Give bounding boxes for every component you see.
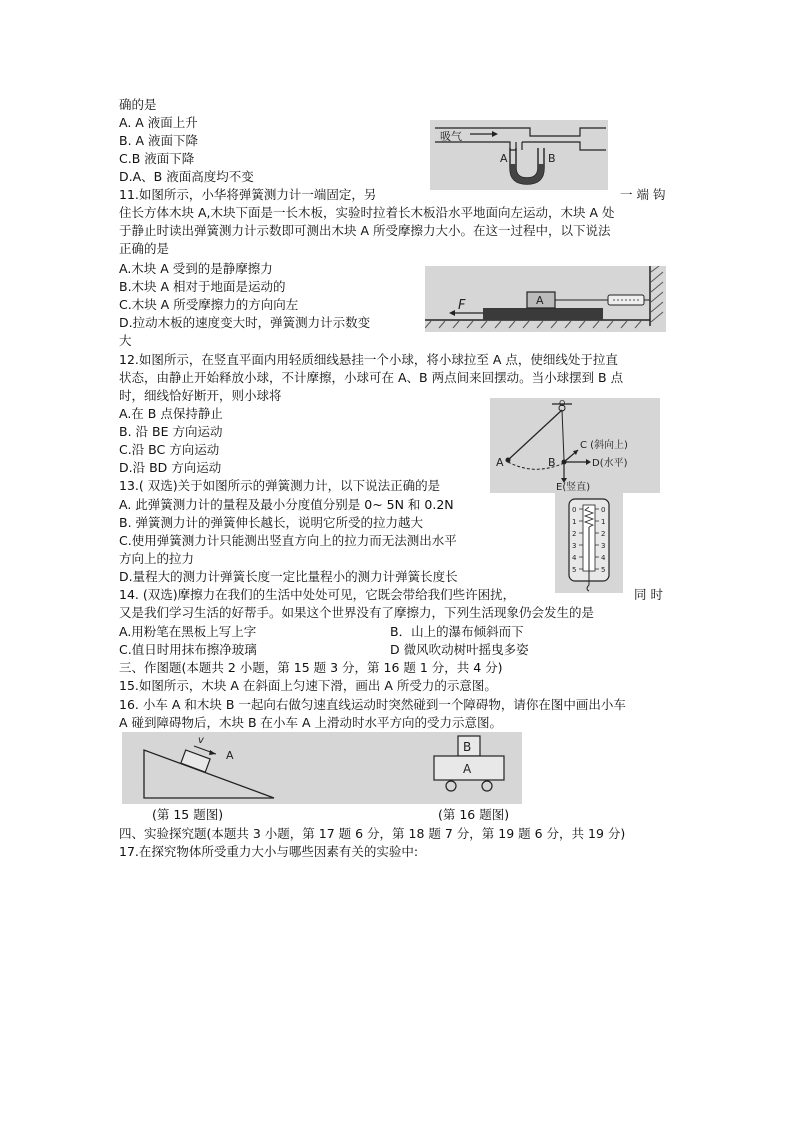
fig-pivot-o-label: O bbox=[559, 399, 566, 408]
fig-dir-d-label: D(水平) bbox=[592, 458, 628, 469]
q16-stem-line1: 16. 小车 A 和木块 B 一起向右做匀速直线运动时突然碰到一个障碍物，请你在图中画出小车 bbox=[119, 697, 626, 712]
scale-tick-4-left: 4 bbox=[572, 554, 577, 562]
q10-stem-tail: 确的是 bbox=[119, 97, 157, 112]
q13-option-b: B. 弹簧测力计的弹簧伸长越长，说明它所受的拉力越大 bbox=[119, 515, 424, 530]
q12-line2: 状态，由静止开始释放小球，不计摩擦，小球可在 A、B 两点间来回摆动。当小球摆到 B 点 bbox=[119, 370, 624, 385]
fig-suck-label: 吸气 bbox=[440, 130, 462, 143]
u-tube-figure bbox=[430, 120, 608, 190]
scale-tick-1-right: 1 bbox=[601, 518, 606, 526]
fig-point-a-label: A bbox=[496, 456, 504, 469]
q11-option-d-line2: 大 bbox=[119, 333, 132, 348]
fig15-velocity-label: v bbox=[198, 735, 204, 746]
scale-tick-1-left: 1 bbox=[572, 518, 577, 526]
q12-option-b: B. 沿 BE 方向运动 bbox=[119, 424, 223, 439]
fig16-block-b-label: B bbox=[463, 740, 472, 754]
scale-tick-5-right: 5 bbox=[601, 566, 606, 574]
q10-option-a: A. A 液面上升 bbox=[119, 115, 198, 130]
q14-option-d: D 微风吹动树叶摇曳多姿 bbox=[390, 642, 529, 657]
q11-line1-right: 一 端 钩 bbox=[620, 187, 666, 202]
q14-line1-right: 同 时 bbox=[634, 587, 663, 602]
q12-line3: 时，细线恰好断开，则小球将 bbox=[119, 388, 282, 403]
q12-option-d: D.沿 BD 方向运动 bbox=[119, 460, 222, 475]
q11-option-d-line1: D.拉动木板的速度变大时，弹簧测力计示数变 bbox=[119, 315, 371, 330]
q12-option-c: C.沿 BC 方向运动 bbox=[119, 442, 220, 457]
fig-tube-b-label: B bbox=[548, 152, 556, 165]
spring-scale-figure bbox=[555, 493, 623, 593]
fig-point-b-label: B bbox=[548, 456, 556, 469]
scale-tick-0-right: 0 bbox=[601, 506, 606, 514]
section-3-title: 三、作图题(本题共 2 小题，第 15 题 3 分，第 16 题 1 分，共 4 分) bbox=[119, 660, 503, 675]
friction-setup-figure bbox=[425, 266, 666, 332]
q10-option-d: D.A、B 液面高度均不变 bbox=[119, 169, 254, 184]
figure-16-caption: (第 16 题图) bbox=[438, 807, 510, 822]
q15-stem: 15.如图所示，木块 A 在斜面上匀速下滑，画出 A 所受力的示意图。 bbox=[119, 678, 497, 693]
q11-line4: 正确的是 bbox=[119, 241, 170, 256]
q16-stem-line2: A 碰到障碍物后，木块 B 在小车 A 上滑动时水平方向的受力示意图。 bbox=[119, 715, 503, 730]
scale-tick-3-right: 3 bbox=[601, 542, 606, 550]
scale-tick-3-left: 3 bbox=[572, 542, 577, 550]
q12-option-a: A.在 B 点保持静止 bbox=[119, 406, 223, 421]
q11-option-c: C.木块 A 所受摩擦力的方向向左 bbox=[119, 297, 299, 312]
q17-stem: 17.在探究物体所受重力大小与哪些因素有关的实验中: bbox=[119, 844, 419, 859]
fig-force-f-label: F bbox=[458, 298, 466, 313]
scale-tick-2-right: 2 bbox=[601, 530, 606, 538]
q14-option-a: A.用粉笔在黑板上写上字 bbox=[119, 624, 257, 639]
pendulum-figure bbox=[490, 398, 660, 493]
q13-option-c-line2: 方向上的拉力 bbox=[119, 551, 195, 566]
scale-tick-5-left: 5 bbox=[572, 566, 577, 574]
scale-tick-2-left: 2 bbox=[572, 530, 577, 538]
q14-line1: 14. (双选)摩擦力在我们的生活中处处可见，它既会带给我们些许困扰， bbox=[119, 587, 516, 602]
scale-tick-4-right: 4 bbox=[601, 554, 606, 562]
q10-option-c: C.B 液面下降 bbox=[119, 151, 195, 166]
q13-option-d: D.量程大的测力计弹簧长度一定比量程小的测力计弹簧长度长 bbox=[119, 569, 458, 584]
q14-option-b: B．山上的瀑布倾斜而下 bbox=[390, 624, 524, 639]
q13-option-a: A. 此弹簧测力计的量程及最小分度值分别是 0~ 5N 和 0.2N bbox=[119, 497, 454, 512]
q14-option-c: C.值日时用抹布擦净玻璃 bbox=[119, 642, 257, 657]
q11-line2: 住长方体木块 A,木块下面是一长木板，实验时拉着长木板沿水平地面向左运动，木块 A 处 bbox=[119, 205, 615, 220]
q11-option-a: A.木块 A 受到的是静摩擦力 bbox=[119, 261, 273, 276]
section-4-title: 四、实验探究题(本题共 3 小题，第 17 题 6 分，第 18 题 7 分，第 19 题 6 分，共 19 分) bbox=[119, 826, 626, 841]
incline-cart-figure bbox=[122, 732, 522, 804]
fig-tube-a-label: A bbox=[500, 152, 508, 165]
fig-block-a-label: A bbox=[536, 294, 544, 307]
q11-line3: 于静止时读出弹簧测力计示数即可测出木块 A 所受摩擦力大小。在这一过程中，以下说法 bbox=[119, 223, 611, 238]
q13-option-c-line1: C.使用弹簧测力计只能测出竖直方向上的拉力而无法测出水平 bbox=[119, 533, 457, 548]
fig-dir-e-label: E(竖直) bbox=[556, 482, 591, 493]
scale-tick-0-left: 0 bbox=[572, 506, 577, 514]
q14-line2: 又是我们学习生活的好帮手。如果这个世界没有了摩擦力，下列生活现象仍会发生的是 bbox=[119, 605, 595, 620]
fig-dir-c-label: C (斜向上) bbox=[580, 440, 628, 451]
figure-15-caption: (第 15 题图) bbox=[152, 807, 224, 822]
q12-line1: 12.如图所示，在竖直平面内用轻质细线悬挂一个小球，将小球拉至 A 点，使细线处于拉直 bbox=[119, 352, 618, 367]
q11-option-b: B.木块 A 相对于地面是运动的 bbox=[119, 279, 286, 294]
q13-stem: 13.( 双选)关于如图所示的弹簧测力计，以下说法正确的是 bbox=[119, 478, 441, 493]
fig15-block-a-label: A bbox=[226, 749, 234, 762]
q10-option-b: B. A 液面下降 bbox=[119, 133, 199, 148]
q11-line1: 11.如图所示，小华将弹簧测力计一端固定，另 bbox=[119, 187, 377, 202]
fig16-cart-a-label: A bbox=[463, 762, 472, 776]
